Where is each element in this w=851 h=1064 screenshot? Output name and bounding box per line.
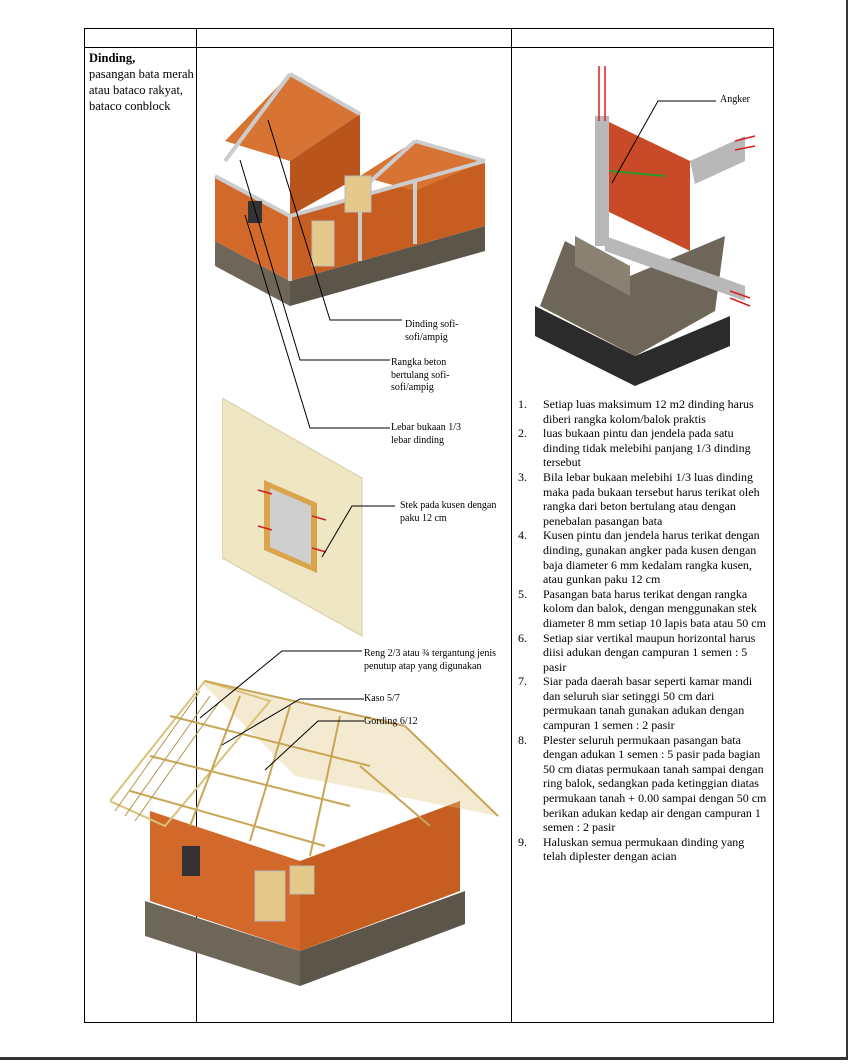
label-stek-kusen: Stek pada kusen dengan paku 12 cm: [400, 500, 497, 524]
list-item-text: Siar pada daerah basar seperti kamar mandi dan seluruh siar setinggi 50 cm dari permukaan tanah gunakan adukan dengan campuran 1 semen : 2 pasir: [543, 674, 753, 733]
label-dinding-sofi: Dinding sofi-sofi/ampig: [405, 319, 459, 343]
label-angker: Angker: [720, 94, 750, 105]
component-description: pasangan bata merah atau bataco rakyat, bataco conblock: [89, 67, 194, 113]
label-gording: Gording 6/12: [364, 716, 418, 727]
list-item-number: 4.: [518, 528, 527, 543]
list-item-number: 6.: [518, 630, 527, 645]
label-rangka-beton: Rangka beton bertulang sofi-sofi/ampig: [391, 357, 450, 393]
list-item-number: 7.: [518, 674, 527, 689]
requirements-list: [518, 397, 770, 864]
list-item-text: Plester seluruh permukaan pasangan bata dengan adukan 1 semen : 5 pasir pada bagian 50 cm diatas permukaan tanah sampai dengan ring balok, sedangkan pada ketinggian diatas permukaan tanah + 0.00 sampai dengan 50 cm berikan adukan kedap air dengan campuran 1 semen : 2 pasir: [543, 732, 767, 835]
list-item-number: 5.: [518, 586, 527, 601]
list-item: [518, 528, 770, 586]
list-item-text: Haluskan semua permukaan dinding yang telah diplester dengan acian: [543, 834, 745, 864]
list-item-number: 8.: [518, 732, 527, 747]
list-item-number: 3.: [518, 469, 527, 484]
list-item-text: Setiap siar vertikal maupun horizontal harus diisi adukan dengan campuran 1 semen : 5 pasir: [543, 630, 756, 674]
list-item-text: Bila lebar bukaan melebihi 1/3 luas dinding maka pada bukaan tersebut harus terikat oleh rangka dari beton bertulang atau dengan penebalan pasangan bata: [543, 469, 760, 528]
list-item-number: 1.: [518, 397, 527, 411]
label-lebar-bukaan: Lebar bukaan 1/3 lebar dinding: [391, 422, 461, 446]
list-item-text: Kusen pintu dan jendela harus terikat dengan dinding, gunakan angker pada kusen dengan baja diameter 6 mm kedalam rangka kusen, atau gunkan paku 12 cm: [543, 528, 760, 587]
component-title: Dinding,: [89, 51, 136, 65]
list-item: [518, 733, 770, 835]
list-item: [518, 674, 770, 732]
list-item: [518, 631, 770, 675]
list-item-number: 2.: [518, 426, 527, 441]
list-item-text: Pasangan bata harus terikat dengan rangka kolom dan balok, dengan menggunakan stek diameter 8 mm setiap 10 lapis bata atau 50 cm: [543, 586, 766, 630]
label-kaso: Kaso 5/7: [364, 693, 400, 704]
list-item: [518, 426, 770, 470]
list-item: [518, 397, 770, 426]
list-item-text: Setiap luas maksimum 12 m2 dinding harus diberi rangka kolom/balok praktis: [543, 397, 754, 426]
list-item: [518, 835, 770, 864]
list-item: [518, 470, 770, 528]
label-reng: Reng 2/3 atau ¾ tergantung jenis penutup atap yang digunakan: [364, 648, 497, 672]
list-item: [518, 587, 770, 631]
list-item-number: 9.: [518, 834, 527, 849]
list-item-text: luas bukaan pintu dan jendela pada satu dinding tidak melebihi panjang 1/3 dinding tersebut: [543, 426, 751, 470]
